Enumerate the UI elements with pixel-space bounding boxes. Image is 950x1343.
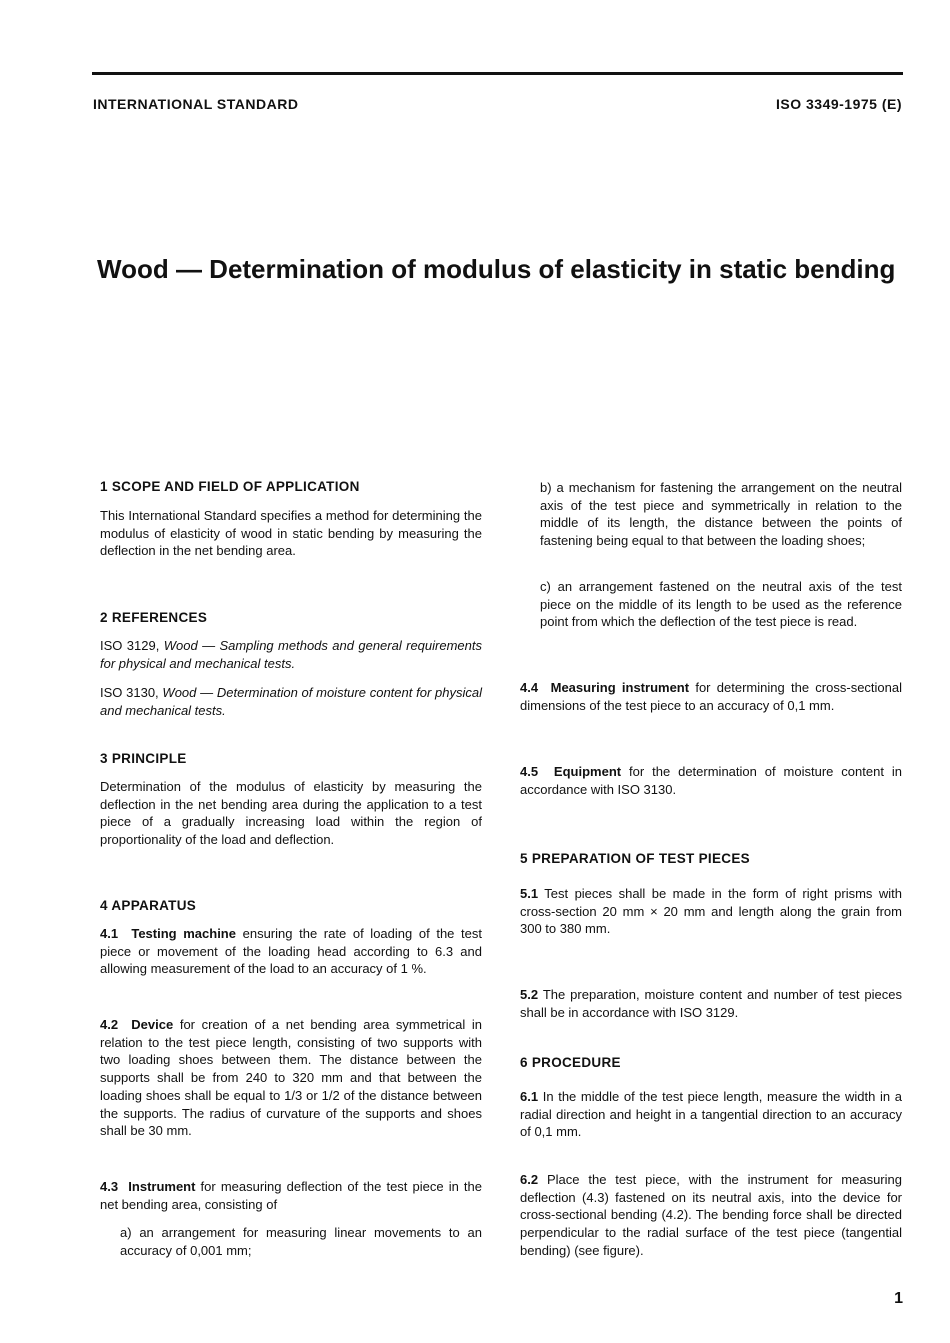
document-title: Wood — Determination of modulus of elasticity in static bending: [97, 254, 896, 284]
section-1-text: This International Standard specifies a method for determining the modulus of elasticity of wood in static bending by measuring the deflection in the net bending area.: [100, 508, 482, 559]
clause-4-5: [520, 763, 902, 798]
clause-text: for determining the cross-sectional dimensions of the test piece to an accuracy of 0,1 mm.: [520, 680, 903, 713]
clause-num: 4.3: [100, 1179, 119, 1194]
clause-text: Test pieces shall be made in the form of right prisms with cross-section 20 mm × 20 mm and length along the grain from 300 to 380 mm.: [520, 886, 902, 937]
clause-lead: Instrument: [128, 1179, 196, 1194]
clause-num: 6.2: [520, 1172, 539, 1187]
clause-text: Place the test piece, with the instrument for measuring deflection (4.3) fastened on its neutral axis, into the device for cross-sectional bending (4.2). The bending force shall be directed perpendicular to the radial surface of the test piece (tangential bending) (see figure).: [520, 1172, 902, 1258]
clause-4-4: [520, 679, 902, 714]
clause-num: 4.4: [520, 680, 539, 695]
clause-5-1: [520, 885, 902, 938]
clause-5-2: [520, 986, 902, 1021]
header-right: ISO 3349-1975 (E): [775, 96, 902, 112]
clause-text: for creation of a net bending area symmetrical in relation to the test piece length, consisting of two supports with two loading shoes between them. The distance between the supports shall be from 240 to 320 mm and that between the loading shoes shall be equal to 1/3 or 1/2 of the distance between the supports. The radius of curvature of the supports and shoes shall be 30 mm.: [100, 1017, 482, 1139]
ref-title: Wood — Sampling methods and general requirements for physical and mechanical tests.: [100, 638, 482, 671]
item-b: b) a mechanism for fastening the arrangement on the neutral axis of the test piece and symmetrically in relation to the middle of its length, the distance between the points of fastening being equal to that between the loading shoes;: [540, 480, 902, 549]
section-4-heading: 4 APPARATUS: [100, 898, 197, 913]
header-left: INTERNATIONAL STANDARD: [93, 96, 299, 112]
header-rule: [92, 72, 903, 75]
clause-lead: Equipment: [553, 764, 622, 779]
clause-4-3: [100, 1178, 482, 1213]
clause-text: for measuring deflection of the test piece in the net bending area, consisting of: [100, 1179, 482, 1212]
clause-text: ensuring the rate of loading of the test piece or movement of the loading head according to 6.3 and allowing measurement of the load to an accuracy of 1 %.: [100, 926, 482, 977]
clause-lead: Testing machine: [131, 926, 236, 941]
section-1-heading: 1 SCOPE AND FIELD OF APPLICATION: [100, 479, 360, 494]
clause-text: for the determination of moisture content in accordance with ISO 3130.: [520, 764, 902, 797]
clause-4-2: [100, 1016, 482, 1140]
clause-lead: Device: [131, 1017, 174, 1032]
clause-num: 4.5: [520, 764, 539, 779]
section-3-heading: 3 PRINCIPLE: [100, 751, 187, 766]
clause-6-2: [520, 1171, 902, 1260]
clause-num: 6.1: [520, 1089, 539, 1104]
clause-lead: Measuring instrument: [550, 680, 690, 695]
ref-number: ISO 3130,: [100, 685, 159, 700]
clause-num: 4.1: [100, 926, 119, 941]
item-a: a) an arrangement for measuring linear movements to an accuracy of 0,001 mm;: [120, 1225, 482, 1258]
item-c: c) an arrangement fastened on the neutral axis of the test piece on the middle of its length to be used as the reference point from which the deflection of the test piece is read.: [540, 579, 902, 630]
clause-num: 5.2: [520, 987, 539, 1002]
ref-title: Wood — Determination of moisture content for physical and mechanical tests.: [100, 685, 482, 718]
reference-iso-3129: [100, 637, 482, 672]
page-number: 1: [894, 1290, 903, 1307]
section-3-text: Determination of the modulus of elasticity by measuring the deflection in the net bending area during the application to a test piece of a gradually increasing load within the region of proportionality of the load and deflection.: [100, 779, 482, 848]
section-2-heading: 2 REFERENCES: [100, 610, 208, 625]
clause-6-1: [520, 1088, 902, 1141]
clause-num: 4.2: [100, 1017, 119, 1032]
clause-num: 5.1: [520, 886, 539, 901]
clause-text: In the middle of the test piece length, measure the width in a radial direction and height in a tangential direction to an accuracy of 0,1 mm.: [520, 1089, 902, 1140]
section-6-heading: 6 PROCEDURE: [520, 1055, 621, 1070]
clause-4-1: [100, 925, 482, 978]
section-5-heading: 5 PREPARATION OF TEST PIECES: [520, 851, 750, 866]
ref-number: ISO 3129,: [100, 638, 160, 653]
clause-text: The preparation, moisture content and number of test pieces shall be in accordance with ISO 3129.: [520, 987, 902, 1020]
reference-iso-3130: [100, 684, 482, 719]
